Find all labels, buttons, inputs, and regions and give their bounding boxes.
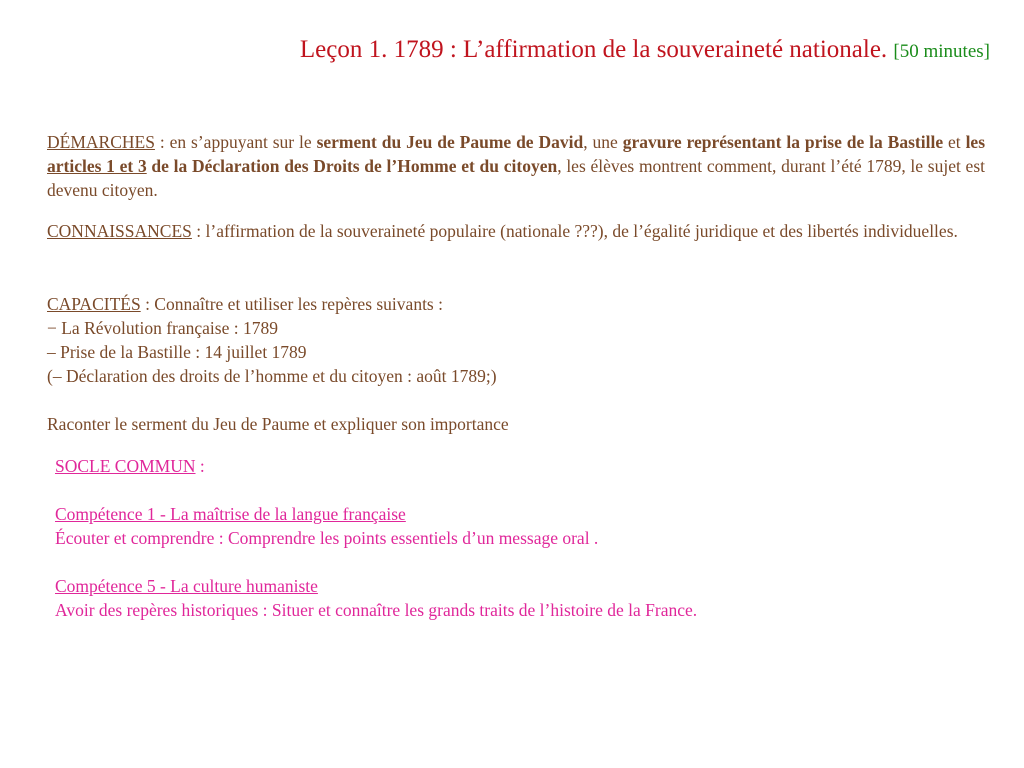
capacites-item: (– Déclaration des droits de l’homme et du citoyen : août 1789;) xyxy=(47,366,497,386)
capacites-text: : Connaître et utiliser les repères suivants : xyxy=(140,294,443,314)
competence-5-title: Compétence 5 - La culture humaniste xyxy=(55,576,318,596)
socle-heading xyxy=(55,454,955,478)
socle-commun-section xyxy=(55,454,955,622)
capacites-label: CAPACITÉS xyxy=(47,294,141,314)
spacer xyxy=(55,550,955,574)
lesson-title-main: Leçon 1. 1789 : L’affirmation de la souveraineté nationale. xyxy=(299,36,888,63)
connaissances-section xyxy=(47,219,985,243)
connaissances-text: : l’affirmation de la souveraineté populaire (nationale ???), de l’égalité juridique et des libertés individuelles. xyxy=(191,221,958,241)
demarches-text-2: , une xyxy=(583,132,623,152)
connaissances-label: CONNAISSANCES xyxy=(47,221,192,241)
demarches-bold-declaration: de la Déclaration des Droits de l’Homme et du citoyen xyxy=(146,156,558,176)
capacites-item: – Prise de la Bastille : 14 juillet 1789 xyxy=(47,342,307,362)
capacites-raconter: Raconter le serment du Jeu de Paume et expliquer son importance xyxy=(47,414,509,434)
demarches-bold-serment: serment du Jeu de Paume de David xyxy=(316,132,584,152)
competence-5-text: Avoir des repères historiques : Situer et connaître les grands traits de l’histoire de la France. xyxy=(55,600,698,620)
demarches-text-1: : en s’appuyant sur le xyxy=(154,132,317,152)
capacites-item: − La Révolution française : 1789 xyxy=(47,318,278,338)
socle-label: SOCLE COMMUN xyxy=(55,456,196,476)
spacer xyxy=(55,478,955,502)
competence-1-title: Compétence 1 - La maîtrise de la langue française xyxy=(55,504,406,524)
demarches-label: DÉMARCHES xyxy=(47,132,155,152)
demarches-bold-les: les xyxy=(965,132,986,152)
lesson-title xyxy=(300,36,990,64)
demarches-bold-articles: articles 1 et 3 xyxy=(47,156,147,176)
socle-label-suffix: : xyxy=(195,456,205,476)
capacites-section xyxy=(47,292,985,436)
capacites-heading xyxy=(47,292,985,316)
demarches-section xyxy=(47,130,985,202)
demarches-bold-gravure: gravure représentant la prise de la Bastille xyxy=(622,132,944,152)
demarches-text-4: , les élèves montrent comment, durant l’été 1789, le sujet est devenu citoyen. xyxy=(47,156,986,200)
competence-1-text: Écouter et comprendre : Comprendre les points essentiels d’un message oral . xyxy=(55,528,599,548)
demarches-text-3: et xyxy=(943,132,966,152)
lesson-duration: [50 minutes] xyxy=(893,41,990,62)
